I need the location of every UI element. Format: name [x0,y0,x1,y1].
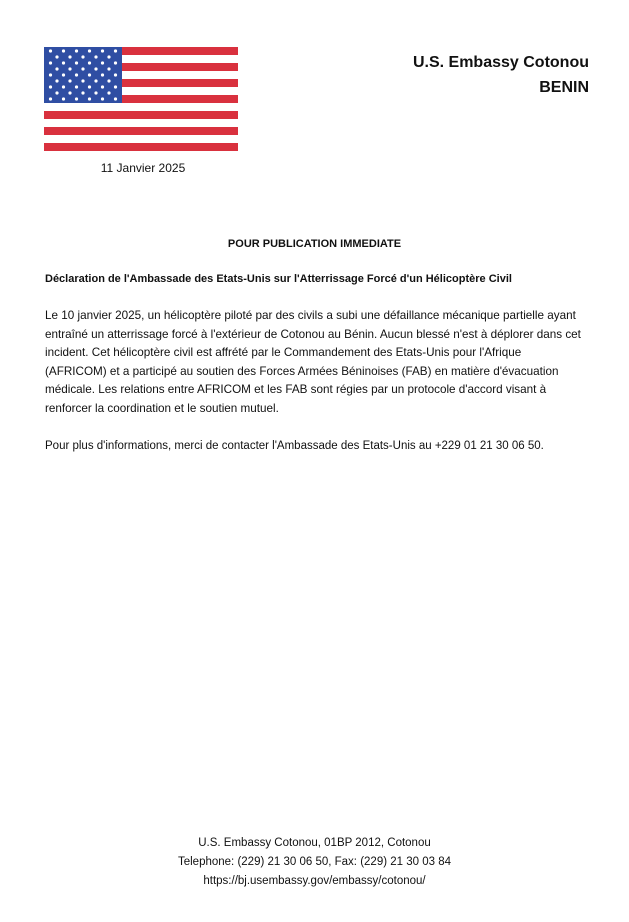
contact-line: Pour plus d'informations, merci de contacter l'Ambassade des Etats-Unis au +229 01 21 30 06 50. [45,440,544,452]
footer-phone-fax: Telephone: (229) 21 30 06 50, Fax: (229) 21 30 03 84 [177,856,451,868]
us-flag-icon [44,47,238,151]
footer-address: U.S. Embassy Cotonou, 01BP 2012, Cotonou [198,837,431,849]
publication-label: POUR PUBLICATION IMMEDIATE [227,238,402,250]
release-body: Le 10 janvier 2025, un hélicoptère piloté par des civils a subi une défaillance mécanique partielle ayant entraîné un atterrissage forcé à l'extérieur de Cotonou au Bénin. Aucun blessé n'est à déplorer dans cet incident. Cet hélicoptère civil est affrété par le Commandement des Etats-Unis pour l'Afrique (AFRICOM) et a participé au soutien des Forces Armées Béninoises (FAB) en matière d'évacuation médicale. Les relations entre AFRICOM et les FAB sont régies par un protocole d'accord visant à renforcer la coordination et le soutien mutuel. [45,309,581,415]
country-name: BENIN [539,79,589,96]
release-date: 11 Janvier 2025 [100,161,186,175]
embassy-name: U.S. Embassy Cotonou [412,54,589,71]
page-footer [0,834,629,891]
footer-url[interactable]: https://bj.usembassy.gov/embassy/cotonou/ [203,875,426,887]
release-title: Déclaration de l'Ambassade des Etats-Unis sur l'Atterrissage Forcé d'un Hélicoptère Civil [45,273,512,285]
embassy-header [413,50,589,100]
